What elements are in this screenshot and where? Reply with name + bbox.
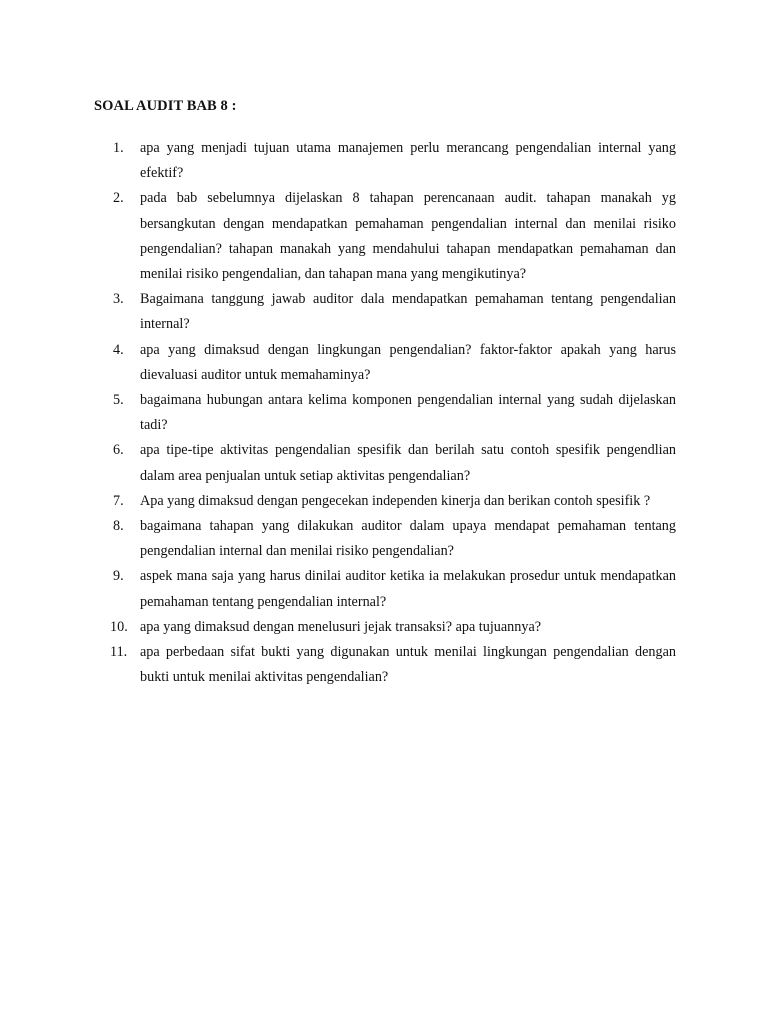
question-item-10 — [110, 615, 676, 640]
question-number-6: 6. — [113, 442, 124, 459]
question-item-5 — [113, 388, 676, 438]
question-number-9: 9. — [113, 568, 124, 585]
question-text-4: apa yang dimaksud dengan lingkungan pengendalian? faktor-faktor apakah yang harus dievaluasi auditor untuk memahaminya? — [140, 341, 676, 383]
question-text-7: Apa yang dimaksud dengan pengecekan independen kinerja dan berikan contoh spesifik ? — [140, 492, 651, 509]
question-text-6: apa tipe-tipe aktivitas pengendalian spesifik dan berilah satu contoh spesifik pengendlian dalam area penjualan untuk setiap aktivitas pengendalian? — [140, 442, 676, 484]
question-number-11: 11. — [110, 644, 128, 661]
question-number-2: 2. — [113, 190, 124, 207]
question-item-7 — [113, 489, 676, 514]
question-number-3: 3. — [113, 291, 124, 308]
question-text-2: pada bab sebelumnya dijelaskan 8 tahapan perencanaan audit. tahapan manakah yg bersangkutan dengan mendapatkan pemahaman pengendalian internal dan menilai risiko pengendalian? tahapan manakah yang mendahului tahapan mendapatkan pemahaman dan menilai risiko pengendalian, dan tahapan mana yang mengikutinya? — [140, 190, 676, 283]
question-text-1: apa yang menjadi tujuan utama manajemen perlu merancang pengendalian internal yang efektif? — [140, 140, 676, 182]
question-text-3: Bagaimana tanggung jawab auditor dala mendapatkan pemahaman tentang pengendalian internal? — [140, 291, 676, 333]
question-number-8: 8. — [113, 518, 124, 535]
question-text-5: bagaimana hubungan antara kelima komponen pengendalian internal yang sudah dijelaskan tadi? — [140, 392, 676, 434]
document-title: SOAL AUDIT BAB 8 : — [94, 97, 237, 114]
question-number-4: 4. — [113, 341, 124, 358]
question-number-1: 1. — [113, 140, 124, 156]
question-text-9: aspek mana saja yang harus dinilai auditor ketika ia melakukan prosedur untuk mendapatkan pemahaman tentang pengendalian internal? — [140, 568, 676, 610]
question-number-5: 5. — [113, 392, 124, 409]
question-list — [110, 136, 676, 690]
question-text-10: apa yang dimaksud dengan menelusuri jejak transaksi? apa tujuannya? — [140, 618, 542, 635]
question-item-6 — [113, 438, 676, 488]
question-text-11: apa perbedaan sifat bukti yang digunakan untuk menilai lingkungan pengendalian dengan bukti untuk menilai aktivitas pengendalian? — [140, 644, 676, 686]
question-text-8: bagaimana tahapan yang dilakukan auditor dalam upaya mendapat pemahaman tentang pengendalian internal dan menilai risiko pengendalian? — [140, 518, 676, 560]
question-item-3 — [113, 287, 676, 337]
question-number-7: 7. — [113, 492, 124, 509]
question-item-2 — [113, 186, 676, 287]
question-item-8 — [113, 514, 676, 564]
question-item-4 — [113, 338, 676, 388]
question-number-10: 10. — [110, 618, 128, 635]
question-item-9 — [113, 564, 676, 614]
question-item-11 — [110, 640, 676, 690]
question-item-1 — [113, 136, 676, 186]
